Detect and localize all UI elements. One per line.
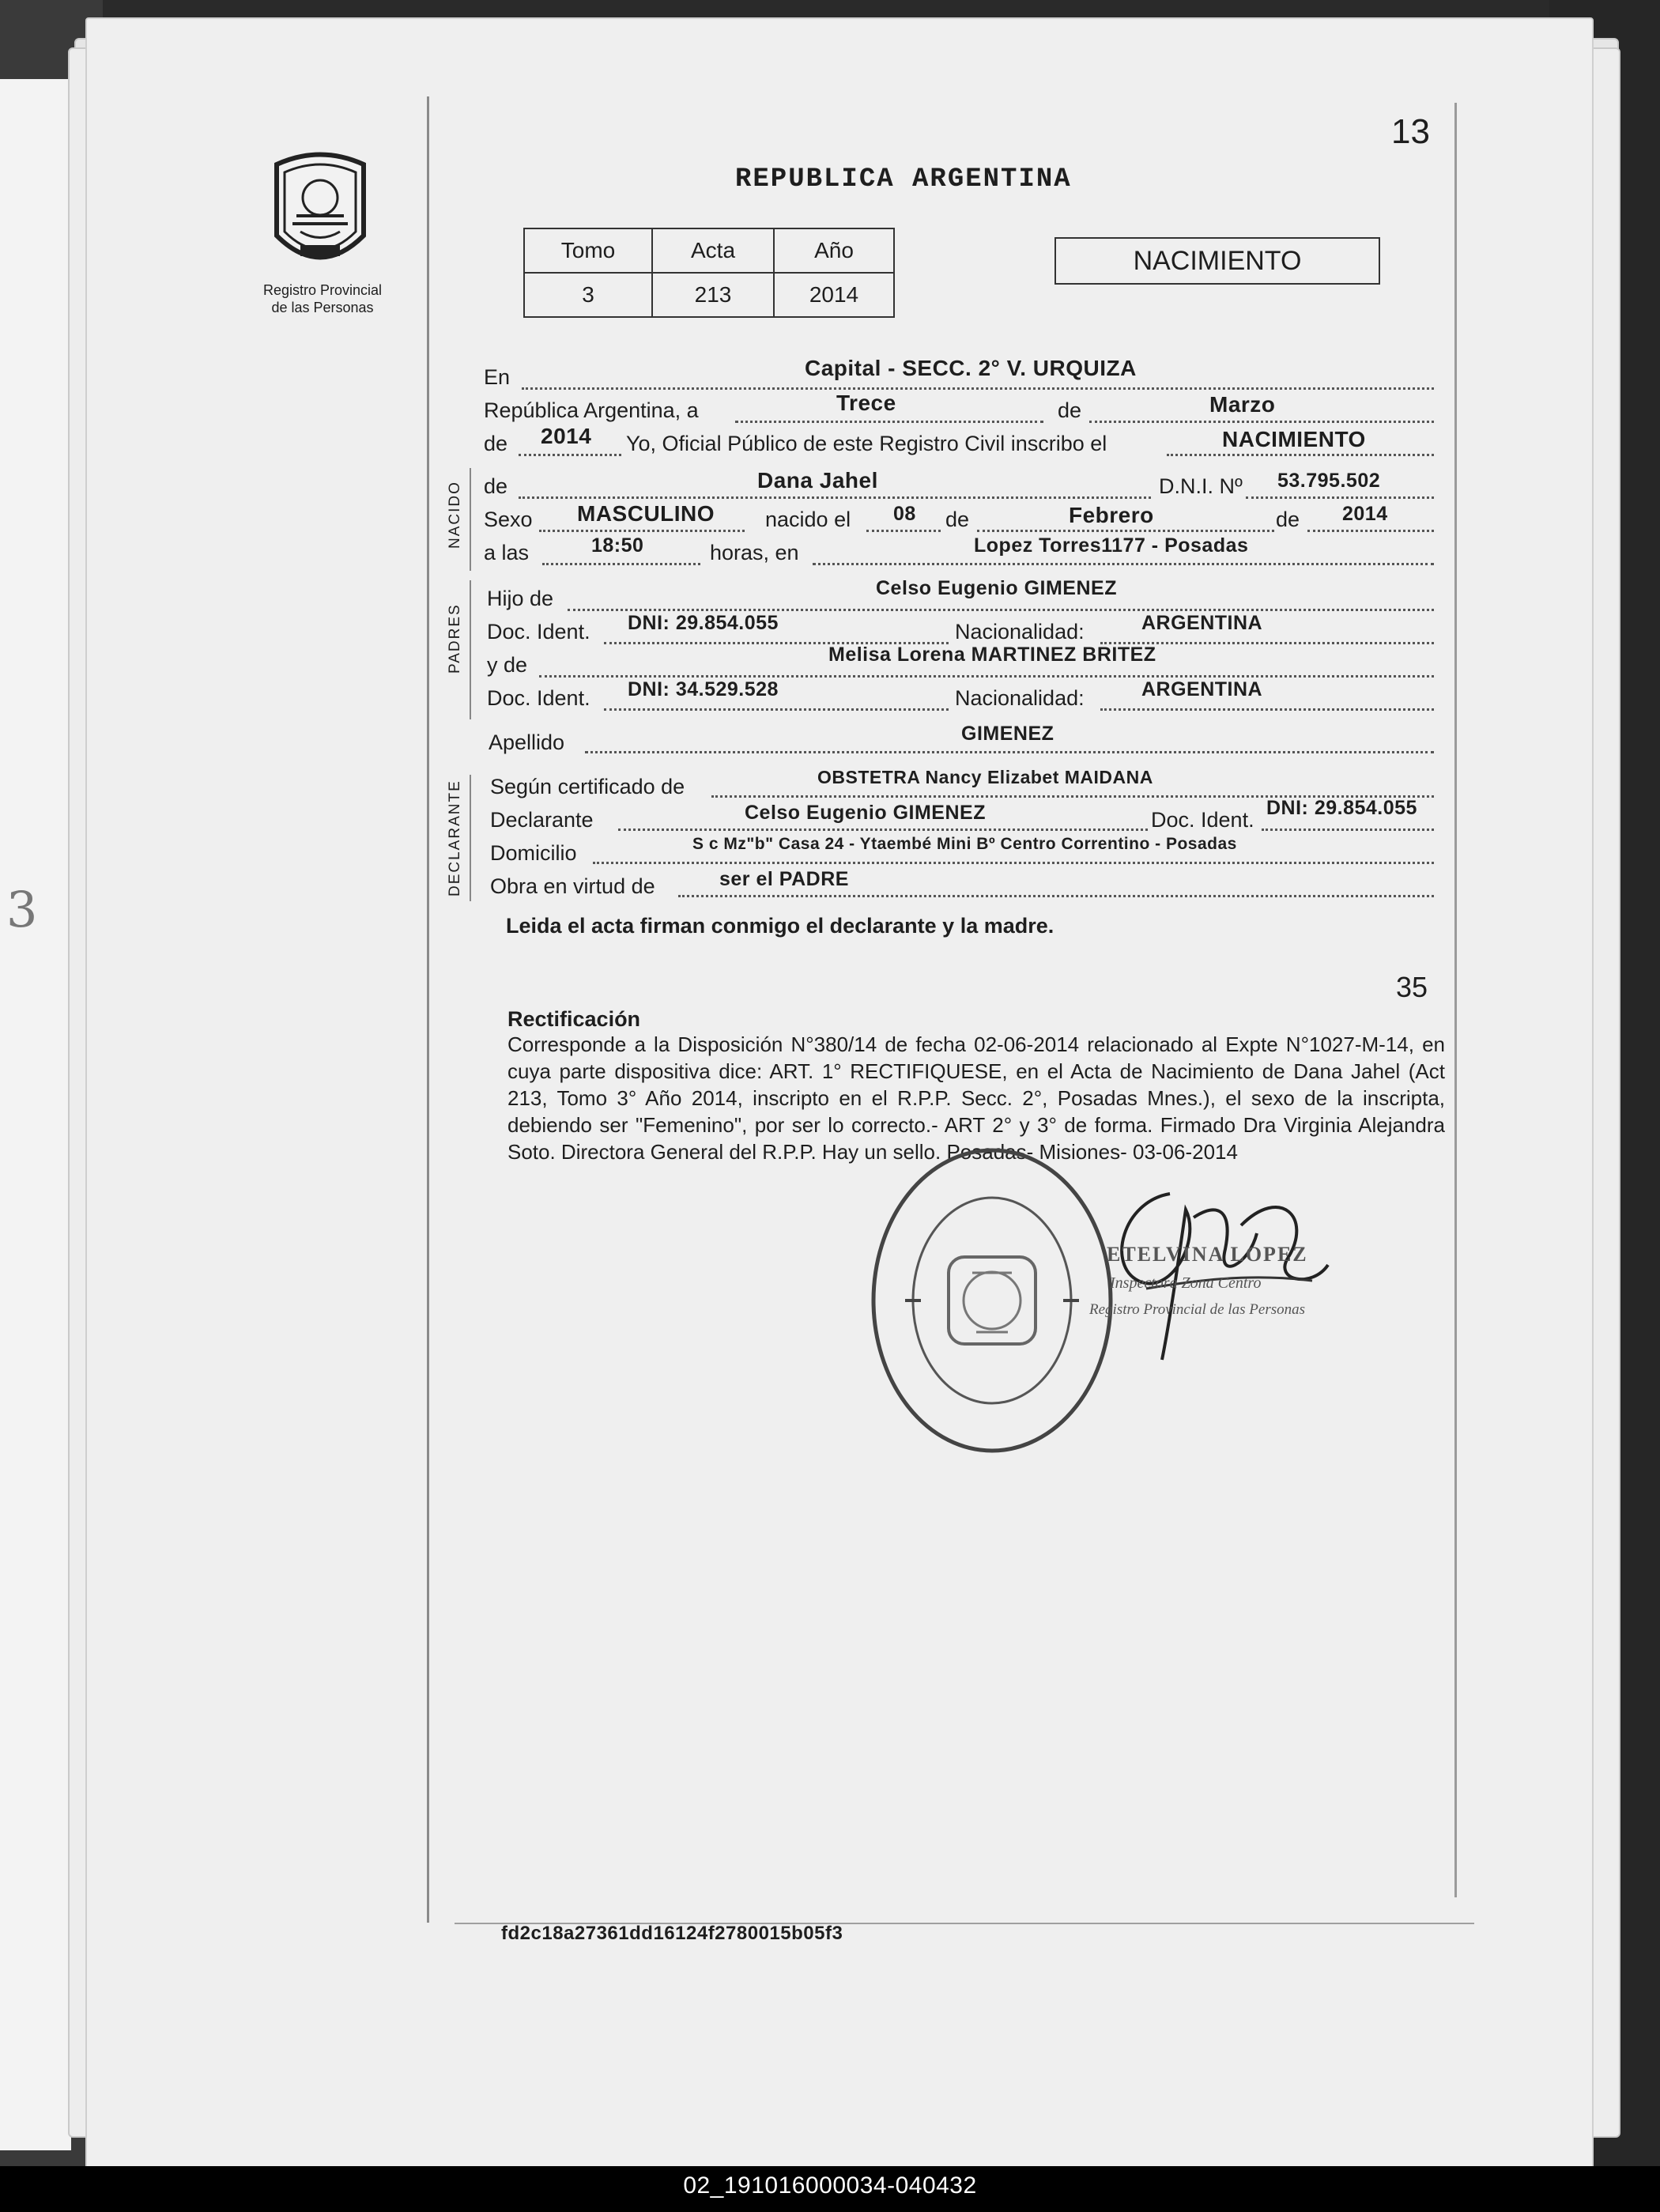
header-tomo: Tomo (524, 228, 652, 273)
background-left-paper (0, 79, 71, 2150)
value-doc3: DNI: 29.854.055 (1266, 797, 1417, 819)
label-yde: y de (487, 653, 528, 677)
label-nac1: Nacionalidad: (955, 620, 1085, 644)
label-declarante: Declarante (490, 808, 594, 832)
dotted-line (542, 563, 700, 565)
label-certificado: Según certificado de (490, 775, 685, 798)
value-en: Capital - SECC. 2° V. URQUIZA (805, 356, 1137, 380)
tomo-acta-table (523, 228, 895, 318)
provincia-misiones-seal-icon (261, 149, 379, 275)
page-margin-line-right (1454, 103, 1457, 1897)
label-nac2: Nacionalidad: (955, 686, 1085, 710)
dotted-line (604, 708, 949, 711)
label-apellido: Apellido (489, 730, 565, 754)
value-nac1: ARGENTINA (1141, 612, 1263, 634)
dotted-line (735, 421, 1043, 423)
label-horas: horas, en (710, 541, 799, 564)
value-nac2: ARGENTINA (1141, 678, 1263, 700)
footer-file-id: 02_191016000034-040432 (683, 2172, 977, 2199)
dotted-line (1262, 829, 1434, 831)
rectificacion-body: Corresponde a la Disposición N°380/14 de fecha 02-06-2014 relacionado al Expte N°1027-M-14, en cuya parte dispositiva dice: ART. 1° RECTIFIQUESE, en el Acta de Nacimiento de Dana Jahel (Act 213, Tomo 3° Año 2014, inscripto en el R.P.P. Secc. 2°, Posadas Mnes.), el sexo de la inscripta, debiendo ser "Femenino", por ser lo correcto.- ART 2° y 3° de forma. Firmado Dra Virginia Alejandra Soto. Directora General del R.P.P. Hay un sello. Posadas- Misiones- 03-06-2014 (507, 1032, 1445, 1164)
label-doc1: Doc. Ident. (487, 620, 590, 644)
table-header-row (524, 228, 894, 273)
value-madre: Melisa Lorena MARTINEZ BRITEZ (828, 644, 1156, 666)
label-de4: de (1276, 508, 1300, 531)
signature-org: Registro Provincial de las Personas (1089, 1301, 1306, 1318)
side-label-padres: PADRES (447, 603, 463, 674)
table-value-row (524, 273, 894, 317)
value-declarante: Celso Eugenio GIMENEZ (745, 802, 986, 824)
signature-name: ETELVINA LOPEZ (1107, 1243, 1308, 1266)
margin-handwritten-mark: 3 (6, 881, 38, 938)
handwritten-signature-icon (1075, 1170, 1344, 1376)
value-mes: Marzo (1209, 392, 1276, 417)
value-padre: Celso Eugenio GIMENEZ (876, 577, 1117, 599)
document-type-box: NACIMIENTO (1054, 237, 1380, 285)
value-anio: 2014 (774, 273, 894, 317)
dotted-line (678, 895, 1434, 897)
dotted-line (1167, 454, 1434, 456)
dotted-line (585, 751, 1434, 753)
label-nacido: nacido el (765, 508, 851, 531)
label-en: En (484, 365, 511, 389)
dotted-line (539, 530, 745, 532)
label-republica: República Argentina, a (484, 398, 699, 422)
dotted-line (1089, 421, 1434, 423)
header-acta: Acta (652, 228, 774, 273)
page-margin-line-left (427, 96, 429, 1923)
value-nacido-dia: 08 (893, 503, 916, 525)
document-title: REPUBLICA ARGENTINA (735, 164, 1072, 194)
label-alas: a las (484, 541, 530, 564)
value-anio-acta: 2014 (541, 424, 592, 448)
dotted-line (593, 862, 1434, 864)
dotted-line (977, 530, 1274, 532)
label-de: de (1058, 398, 1082, 422)
dotted-line (539, 675, 1434, 678)
header-anio: Año (774, 228, 894, 273)
value-tipo: NACIMIENTO (1222, 427, 1366, 451)
side-label-nacido: NACIDO (447, 481, 463, 549)
label-de2: de (484, 432, 508, 455)
value-acta: 213 (652, 273, 774, 317)
label-dni: D.N.I. Nº (1159, 474, 1243, 498)
dotted-line (866, 530, 941, 532)
dotted-line (618, 829, 1148, 831)
page-number: 13 (1391, 112, 1430, 151)
value-nacido-mes: Febrero (1069, 503, 1154, 527)
label-sexo: Sexo (484, 508, 533, 531)
dotted-line (568, 609, 1434, 611)
dotted-line (1100, 708, 1434, 711)
dotted-line (813, 563, 1434, 565)
side-label-declarante: DECLARANTE (447, 779, 463, 897)
label-hijo: Hijo de (487, 587, 554, 610)
value-hora: 18:50 (591, 534, 644, 557)
document-hash: fd2c18a27361dd16124f2780015b05f3 (501, 1923, 843, 1944)
value-obra: ser el PADRE (719, 868, 849, 890)
label-oficial: Yo, Oficial Público de este Registro Civil inscribo el (626, 432, 1107, 455)
label-de3: de (945, 508, 970, 531)
section-divider-nacido (470, 468, 471, 571)
value-nacido-anio: 2014 (1342, 503, 1388, 525)
value-certificado: OBSTETRA Nancy Elizabet MAIDANA (817, 767, 1153, 787)
label-doc2: Doc. Ident. (487, 686, 590, 710)
value-sexo: MASCULINO (577, 501, 715, 526)
value-domicilio: S c Mz"b" Casa 24 - Ytaembé Mini Bº Centro Correntino - Posadas (692, 835, 1237, 853)
value-doc2: DNI: 34.529.528 (628, 678, 779, 700)
section-divider-declarante (470, 775, 471, 901)
page-number-secondary: 35 (1396, 971, 1428, 1003)
value-lugar: Lopez Torres1177 - Posadas (974, 534, 1249, 557)
value-dni: 53.795.502 (1277, 470, 1381, 492)
value-apellido: GIMENEZ (961, 723, 1054, 745)
signature-role: Inspectora Zona Centro (1110, 1274, 1262, 1292)
value-tomo: 3 (524, 273, 652, 317)
logo-caption: Registro Provincial de las Personas (262, 282, 383, 315)
value-dia: Trece (836, 391, 896, 415)
value-doc1: DNI: 29.854.055 (628, 612, 779, 634)
dotted-line (519, 454, 621, 456)
dotted-line (1307, 530, 1434, 532)
dotted-line (1246, 496, 1434, 499)
value-nombre: Dana Jahel (757, 468, 878, 493)
label-obra: Obra en virtud de (490, 874, 655, 898)
label-nombre: de (484, 474, 508, 498)
dotted-line (519, 496, 1151, 499)
label-doc3: Doc. Ident. (1151, 808, 1254, 832)
dotted-line (522, 387, 1434, 390)
leida-statement: Leida el acta firman conmigo el declarante y la madre. (506, 914, 1054, 938)
rectificacion-title: Rectificación (507, 1007, 641, 1031)
section-divider-padres (470, 580, 471, 719)
label-domicilio: Domicilio (490, 841, 577, 865)
